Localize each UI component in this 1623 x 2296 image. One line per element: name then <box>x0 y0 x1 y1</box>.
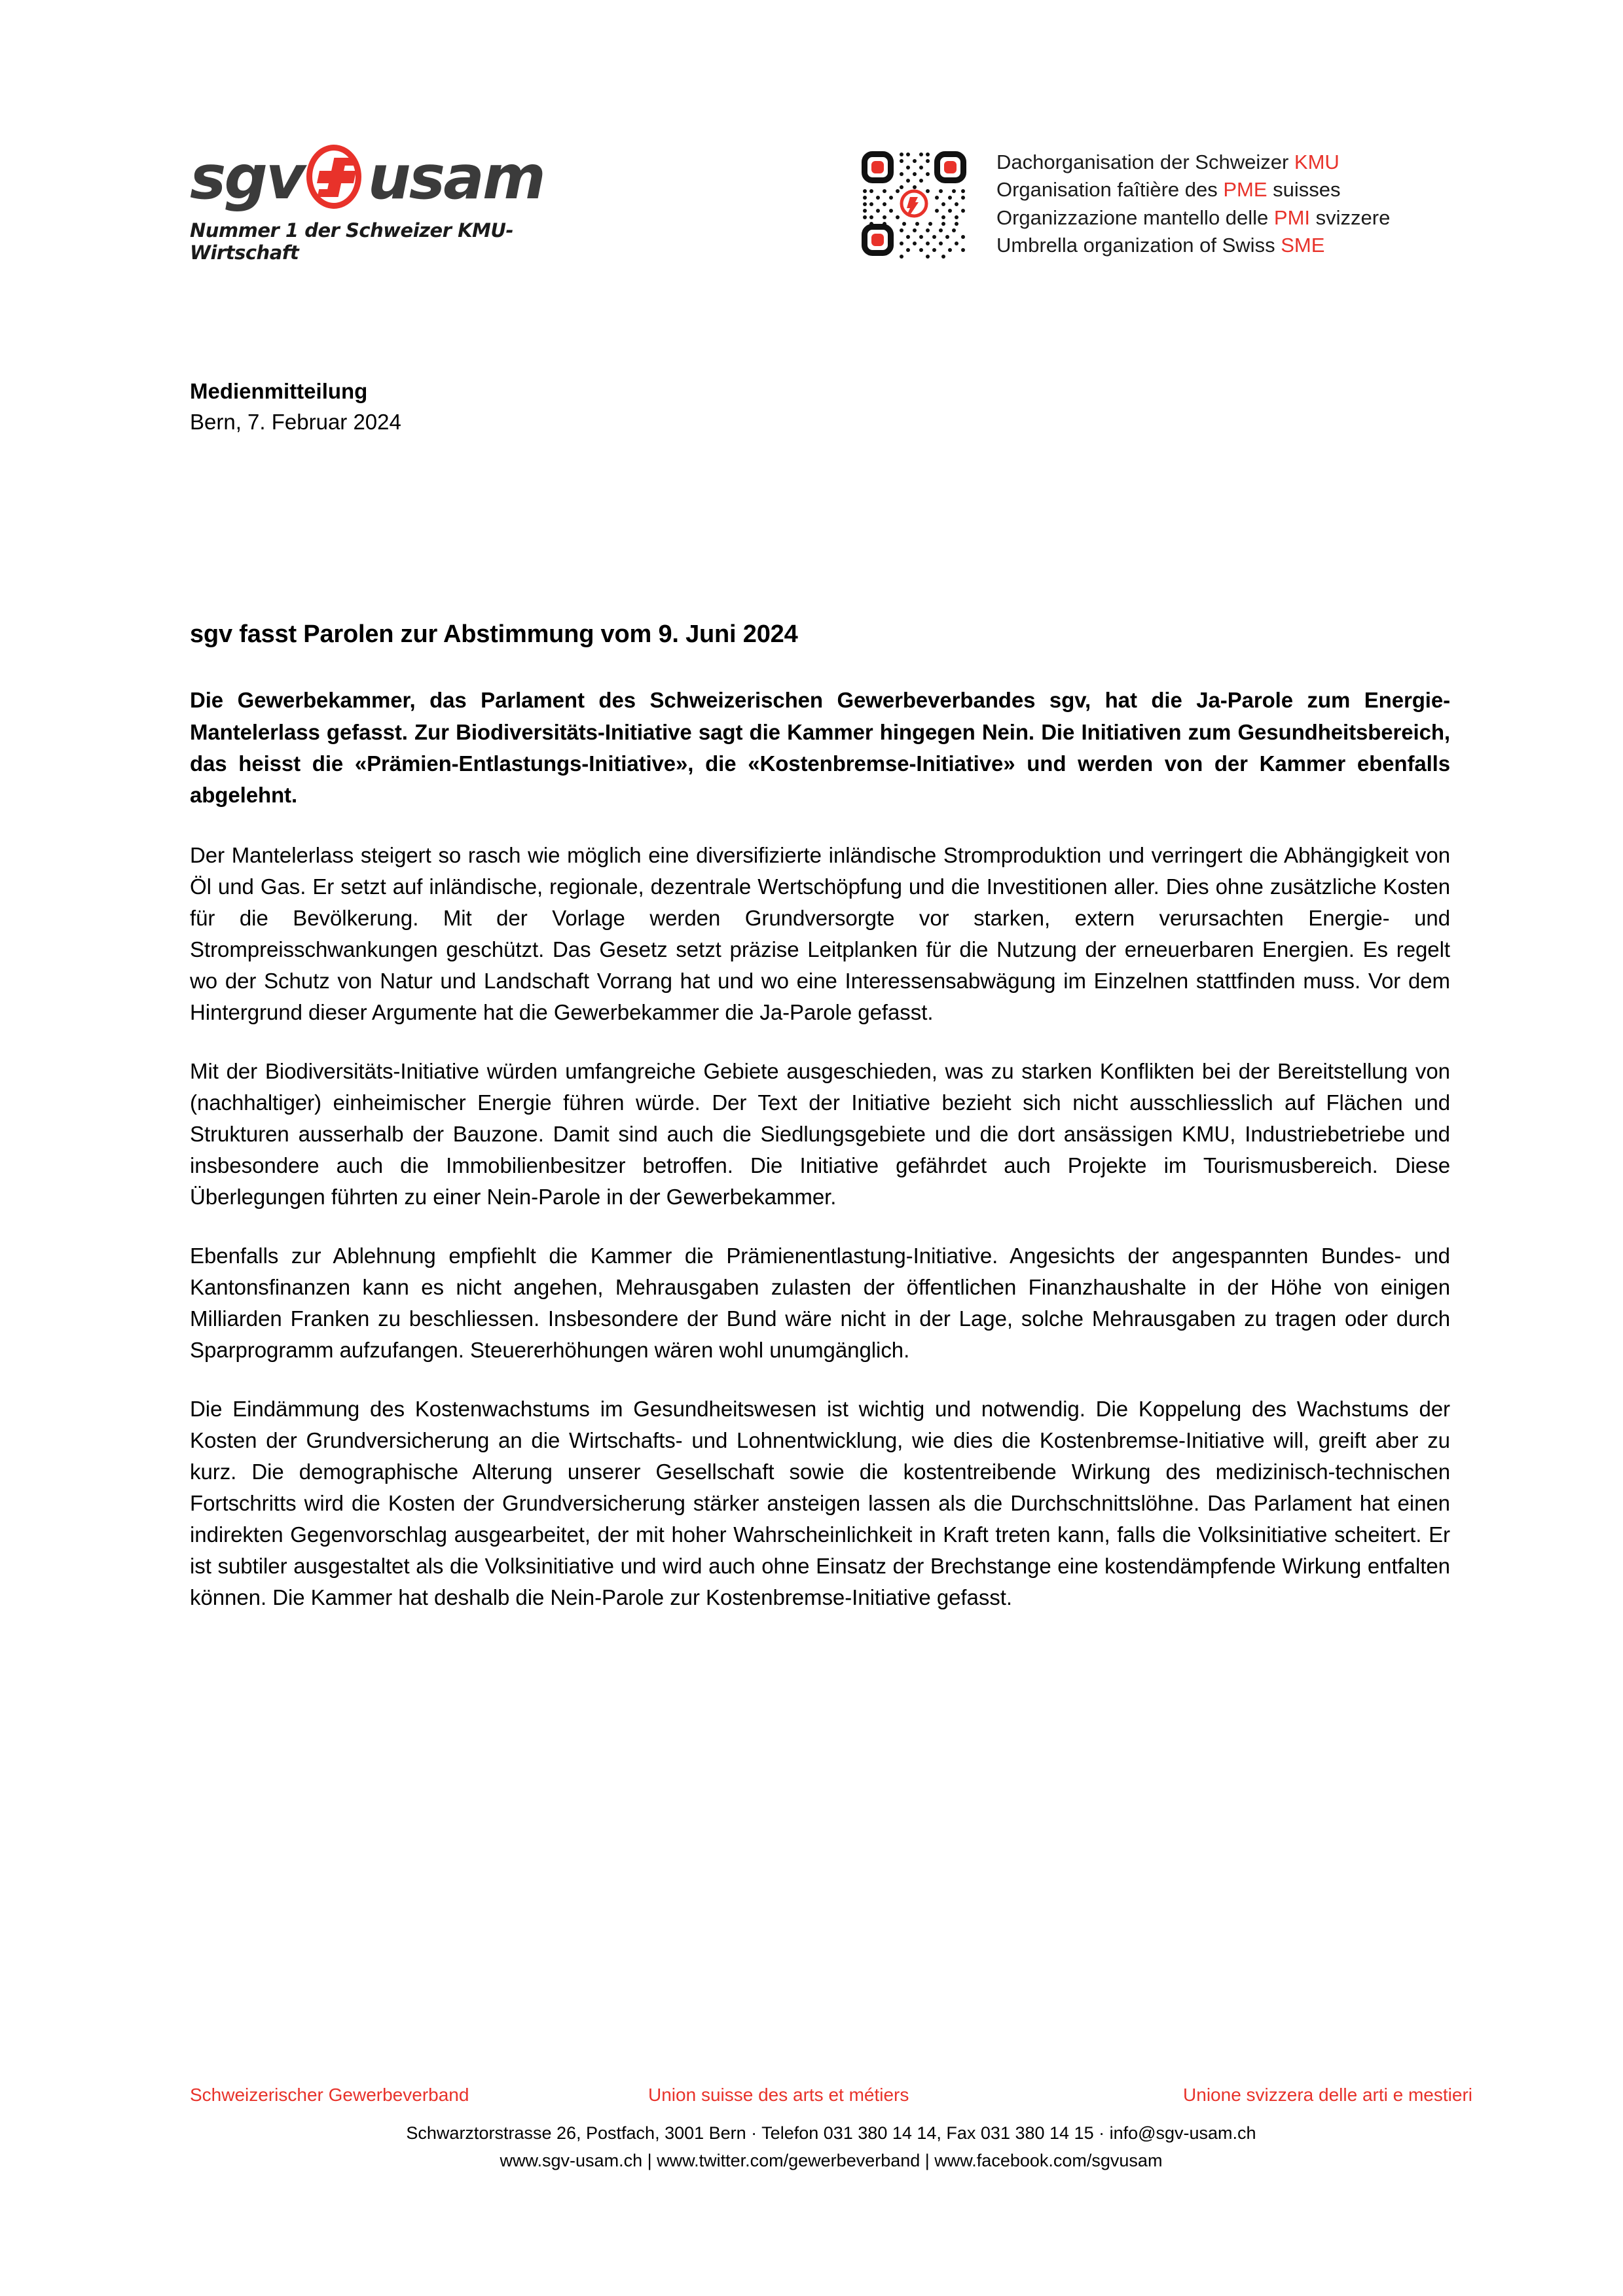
org-line-fr-accent: PME <box>1223 178 1267 202</box>
org-line-de-accent: KMU <box>1294 151 1340 173</box>
body-paragraph: Mit der Biodiversitäts-Initiative würden umfangreiche Gebiete ausgeschieden, was zu starken Konflikten bei der Bereitstellung von (nachhaltiger) einheimischer Energie führen würde. Der Text der Initiative bezieht sich nicht ausschliesslich auf Flächen und Strukturen ausserhalb der Bauzone. Damit sind auch die Siedlungsgebiete und die dort ansässigen KMU, Industriebetriebe und insbesondere auch die Immobilienbesitzer betroffen. Die Initiative gefährdet auch Projekte im Tourismusbereich. Diese Überlegungen führten zu einer Nein-Parole in der Gewerbekammer. <box>190 1059 1450 1210</box>
org-line-it-post: svizzere <box>1310 206 1391 229</box>
logo-text-sgv: sgv <box>190 141 304 213</box>
document-meta <box>190 376 401 438</box>
org-line-en <box>996 232 1390 259</box>
body-paragraph: Die Eindämmung des Kostenwachstums im Gesundheitswesen ist wichtig und notwendig. Die Koppelung des Wachstums der Kosten der Grundversicherung an die Wirtschafts- und Lohnentwicklung, wie dies die Kostenbremse-Initiative will, greift aber zu kurz. Die demographische Alterung unserer Gesellschaft sowie die kostentreibende Wirkung des medizinisch-technischen Fortschritts wird die Kosten der Grundversicherung stärker ansteigen lassen als die Durchschnittslöhne. Das Parlament hat einen indirekten Gegenvorschlag ausgearbeitet, der mit hoher Wahrscheinlichkeit in Kraft treten kann, falls die Volksinitiative scheitert. Er ist subtiler ausgestaltet als die Volksinitiative und wird auch ohne Einsatz der Brechstange eine kostendämpfende Wirkung entfalten können. Die Kammer hat deshalb die Nein-Parole zur Kostenbremse-Initiative gefasst. <box>190 1397 1450 1610</box>
org-line-fr <box>996 176 1390 204</box>
org-line-fr-post: suisses <box>1267 178 1341 202</box>
logo-tagline: Nummer 1 der Schweizer KMU-Wirtschaft <box>190 219 513 264</box>
footer-name-de: Schweizerischer Gewerbeverband <box>190 2085 469 2106</box>
org-line-fr-pre: Organisation faîtière des <box>996 178 1224 202</box>
footer-name-fr: Union suisse des arts et métiers <box>648 2085 909 2106</box>
place-and-date: Bern, 7. Februar 2024 <box>190 409 401 434</box>
org-line-it <box>996 204 1390 232</box>
footer-association-names <box>190 2085 1472 2106</box>
logo-wordmark <box>190 141 596 214</box>
organisation-identity <box>858 147 1390 260</box>
organisation-taglines <box>996 147 1390 260</box>
swiss-cross-oval-icon <box>302 143 371 211</box>
org-line-it-accent: PMI <box>1273 206 1311 229</box>
page-title: sgv fasst Parolen zur Abstimmung vom 9. Juni 2024 <box>190 620 798 648</box>
org-line-de <box>996 149 1390 176</box>
org-line-de-pre: Dachorganisation der Schweizer <box>996 151 1294 173</box>
document-footer <box>190 2085 1472 2175</box>
body-paragraph: Der Mantelerlass steigert so rasch wie möglich eine diversifizierte inländische Stromproduktion und verringert die Abhängigkeit von Öl und Gas. Er setzt auf inländische, regionale, dezentrale Wertschöpfung und die Investitionen aller. Dies ohne zusätzliche Kosten für die Bevölkerung. Mit der Vorlage werden Grundversorgte vor starken, extern verursachten Energie- und Strompreisschwankungen geschützt. Das Gesetz setzt präzise Leitplanken für die Nutzung der erneuerbaren Energien. Es regelt wo der Schutz von Natur und Landschaft Vorrang hat und wo eine Interessensabwägung im Einzelnen stattfinden muss. Vor dem Hintergrund dieser Argumente hat die Gewerbekammer die Ja-Parole gefasst. <box>190 843 1450 1025</box>
footer-links-line[interactable]: www.sgv-usam.ch | www.twitter.com/gewerbeverband | www.facebook.com/sgvusam <box>500 2151 1163 2171</box>
article-body <box>190 619 1450 1613</box>
lead-paragraph: Die Gewerbekammer, das Parlament des Schweizerischen Gewerbeverbandes sgv, hat die Ja-Parole zum Energie-Mantelerlass gefasst. Zur Biodiversitäts-Initiative sagt die Kammer hingegen Nein. Die Initiativen zum Gesundheitsbereich, das heisst die «Prämien-Entlastungs-Initiative», die «Kostenbremse-Initiative» und werden von der Kammer ebenfalls abgelehnt. <box>190 688 1450 807</box>
footer-name-it: Unione svizzera delle arti e mestieri <box>1183 2085 1472 2106</box>
body-paragraph: Ebenfalls zur Ablehnung empfiehlt die Kammer die Prämienentlastung-Initiative. Angesichts der angespannten Bundes- und Kantonsfinanzen kann es nicht angehen, Mehrausgaben zulasten der öffentlichen Finanzhaushalte in der Höhe von einigen Milliarden Franken zu beschliessen. Insbesondere der Bund wäre nicht in der Lage, solche Mehrausgaben zu tragen oder durch Sparprogramm aufzufangen. Steuererhöhungen wären wohl unumgänglich. <box>190 1244 1450 1363</box>
qr-code[interactable] <box>858 147 970 260</box>
sgv-usam-logo <box>190 141 596 264</box>
org-line-it-pre: Organizzazione mantello delle <box>996 206 1274 229</box>
footer-address-line: Schwarztorstrasse 26, Postfach, 3001 Bern · Telefon 031 380 14 14, Fax 031 380 14 15 · info@sgv-usam.ch <box>406 2123 1256 2144</box>
document-type-label: Medienmitteilung <box>190 379 368 403</box>
logo-text-usam: usam <box>367 141 544 213</box>
document-header <box>190 141 1472 278</box>
org-line-en-pre: Umbrella organization of Swiss <box>996 234 1281 257</box>
org-line-en-accent: SME <box>1281 234 1325 257</box>
